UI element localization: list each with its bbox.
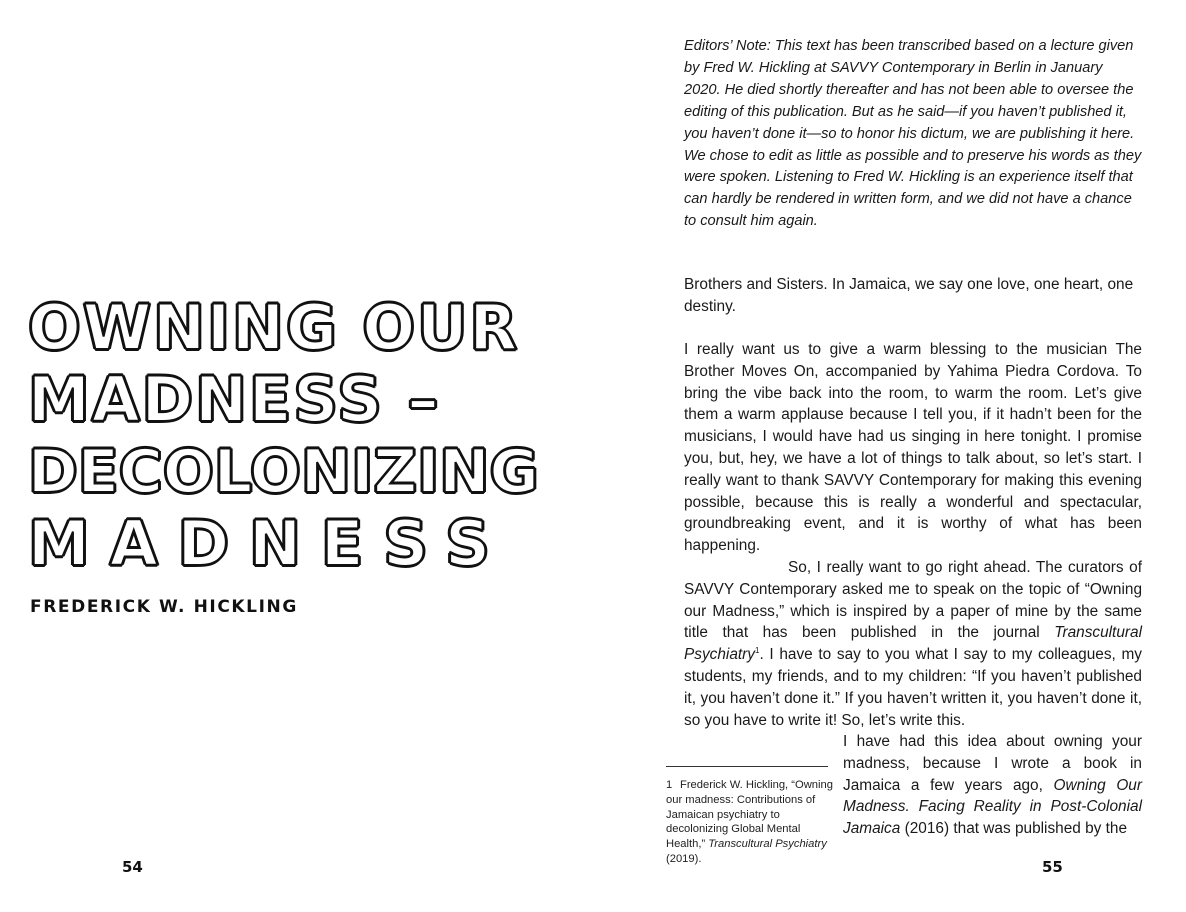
- footnote-journal: Transcultural Psychiatry: [708, 838, 827, 851]
- book-title: Owning Our Madness. Facing Reality in Post-Colonial Jamaica: [843, 776, 1142, 838]
- title-line-1: OWNING OUR: [28, 291, 520, 364]
- footnote-reference[interactable]: 1: [755, 646, 760, 656]
- footnote-text-b: (2019).: [666, 852, 702, 865]
- title-line-2: MADNESS –: [28, 363, 441, 436]
- footnote-number: 1: [666, 779, 673, 791]
- paragraph-4-text-b: (2016) that was published by the: [900, 820, 1128, 838]
- paragraph-2-text: I really want us to give a warm blessing to the musician The Brother Moves On, accompanied by Yahima Piedra Cordova. To bring the vibe back into the room, to warm the room. Let’s give them a warm applause because I tell you, if it hadn’t been for the musicians, I would have had us singing in here tonight. I promise you, but, hey, we have a lot of things to talk about, so let’s start. I really want to thank SAVVY Contemporary for making this evening possible, because this is really a wonderful and spectacular, groundbreaking event, and it is worthy of what has been happening.: [684, 341, 1142, 555]
- title-line-4: MADNESS: [28, 507, 510, 580]
- paragraph-3-text-b: . I have to say to you what I say to my colleagues, my students, my friends, and to my children: “If you haven’t published it, you haven’t done it.” If you haven’t written it, you haven’t done it, so you have to write it! So, let’s write this.: [684, 646, 1142, 729]
- editors-note: Editors’ Note: This text has been transcribed based on a lecture given by Fred W. Hickling at SAVVY Contemporary in Berlin in January 2020. He died shortly thereafter and has not been able to oversee the editing of this publication. But as he said—if you haven’t published it, you haven’t done it—so to honor his dictum, we are publishing it here. We chose to edit as little as possible and to preserve his words as they were spoken. Listening to Fred W. Hickling is an experience itself that can hardly be rendered in written form, and we did not have a chance to consult him again.: [684, 38, 1142, 230]
- footnote-text-a: Frederick W. Hickling, “Owning our madness: Contributions of Jamaican psychiatry to decolonizing Global Mental Health,”: [666, 779, 833, 851]
- author-name: FREDERICK W. HICKLING: [30, 597, 298, 617]
- journal-title: Transcultural Psychiatry: [684, 624, 1142, 664]
- page-number-right: 55: [1042, 858, 1063, 876]
- title-line-3: DECOLONIZING: [28, 437, 539, 507]
- footnote-divider: [666, 766, 828, 767]
- footnote-1: [666, 778, 834, 867]
- paragraph-3-text-a: So, I really want to go right ahead. The curators of SAVVY Contemporary asked me to speak on the topic of “Owning our Madness,” which is inspired by a paper of mine by the same title that has been published in the journal: [684, 558, 1142, 642]
- chapter-title: [28, 292, 568, 580]
- body-paragraph-1: Brothers and Sisters. In Jamaica, we say one love, one heart, one destiny.: [684, 276, 1134, 315]
- paragraph-4-text-a: I have had this idea about owning your madness, because I wrote a book in Jamaica a few years ago,: [843, 733, 1142, 794]
- page-number-left: 54: [122, 858, 143, 876]
- body-paragraph-2: [684, 339, 1142, 731]
- body-paragraph-4: [843, 731, 1142, 840]
